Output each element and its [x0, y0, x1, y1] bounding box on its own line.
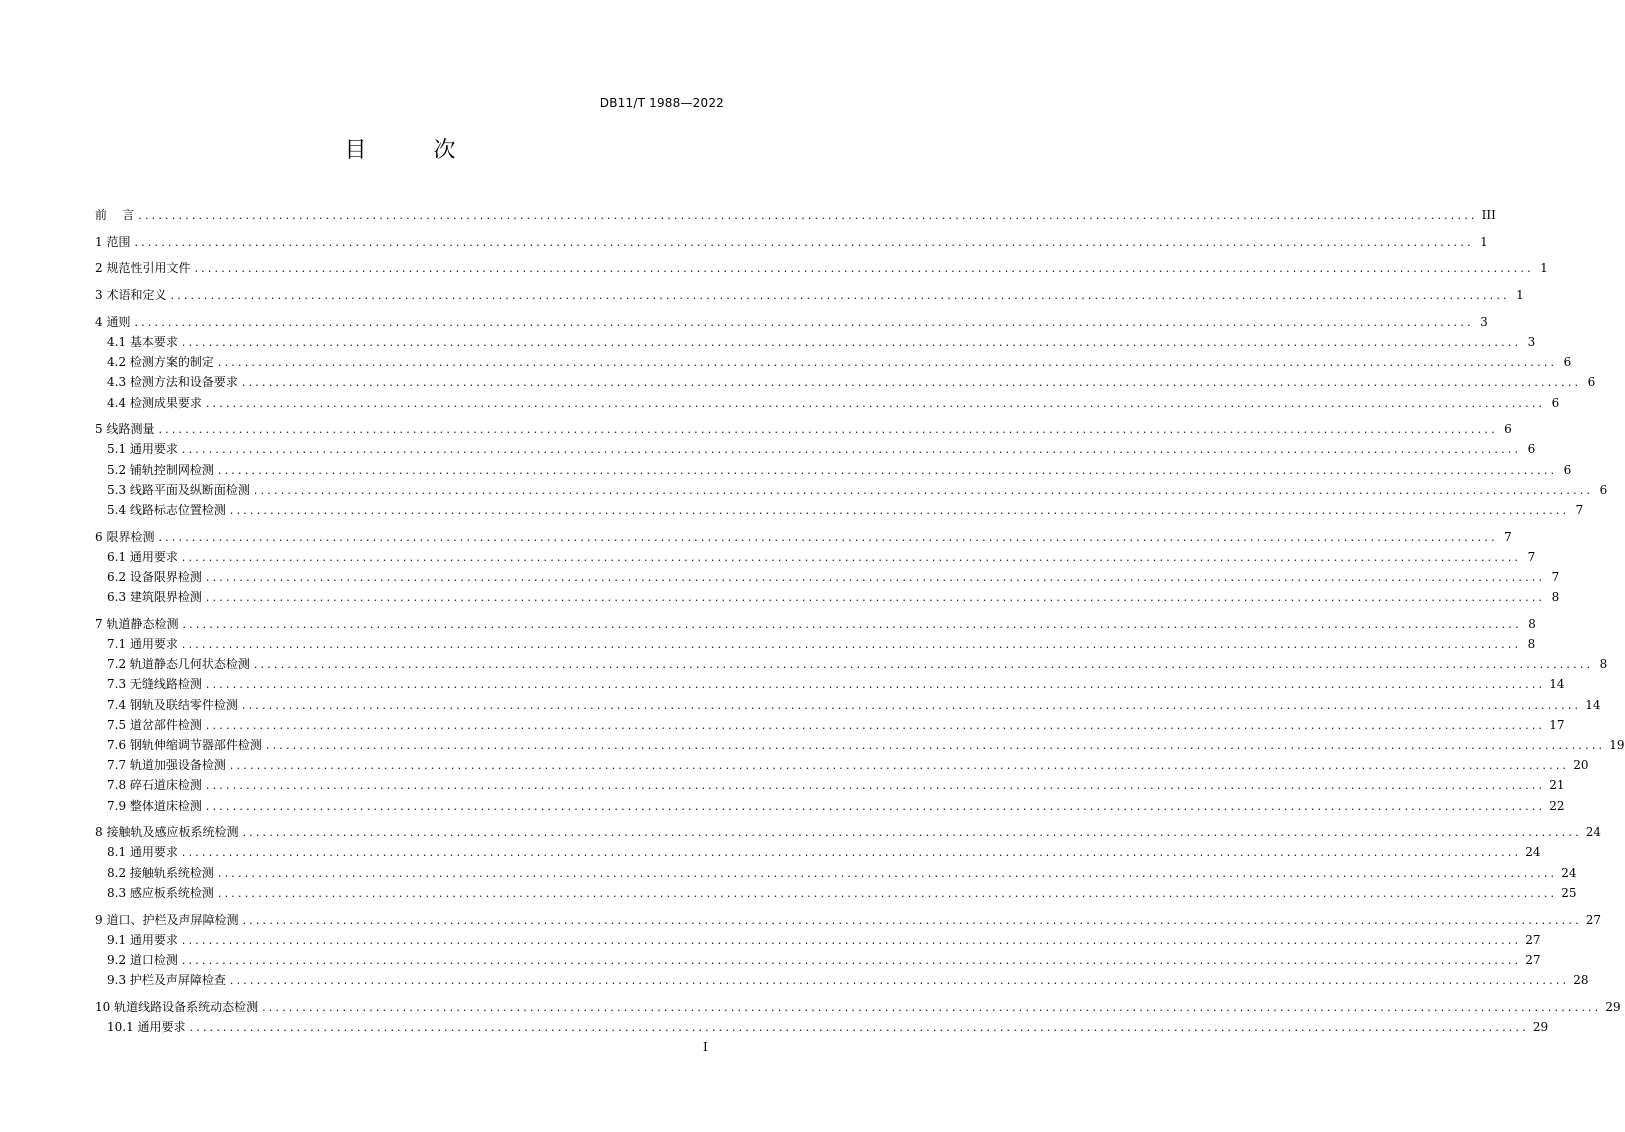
toc-dot-leader: ........................................................................................................................................................................................................: [217, 463, 1558, 477]
toc-entry[interactable]: [95, 674, 1565, 694]
toc-entry[interactable]: [95, 587, 1560, 607]
toc-entry[interactable]: [95, 910, 1602, 930]
toc-entry-page: 17: [1549, 717, 1565, 732]
toc-entry-label: 5.4 线路标志位置检测: [107, 502, 226, 517]
toc-dot-leader: ........................................................................................................................................................................................................: [205, 678, 1546, 692]
toc-dot-leader: ........................................................................................................................................................................................................: [205, 718, 1546, 732]
toc-dot-leader: ........................................................................................................................................................................................................: [205, 571, 1546, 584]
toc-dot-leader: ........................................................................................................................................................................................................: [205, 591, 1546, 605]
toc-entry-page: 7: [1575, 502, 1584, 517]
toc-entry-page: 6: [1599, 482, 1608, 497]
toc-entry-page: 21: [1549, 778, 1565, 793]
toc-entry[interactable]: [95, 654, 1608, 674]
toc-entry-label: 9.3 护栏及声屏障检查: [107, 973, 226, 988]
toc-entry[interactable]: [95, 480, 1608, 500]
toc-dot-leader: ........................................................................................................................................................................................................: [262, 1000, 1602, 1014]
toc-entry[interactable]: [95, 997, 1621, 1017]
toc-entry[interactable]: [95, 527, 1512, 547]
toc-entry-page: 20: [1573, 758, 1589, 773]
toc-dot-leader: ........................................................................................................................................................................................................: [181, 846, 1522, 860]
toc-entry-page: 6: [1587, 375, 1596, 390]
toc-entry-page: 8: [1551, 590, 1560, 605]
page-title: 目 次: [344, 138, 486, 163]
toc-entry-label: 7.3 无缝线路检测: [107, 677, 202, 692]
toc-dot-leader: ........................................................................................................................................................................................................: [182, 617, 1522, 631]
toc-dot-leader: ........................................................................................................................................................................................................: [170, 289, 1510, 303]
toc-dot-leader: ........................................................................................................................................................................................................: [205, 779, 1546, 793]
toc-entry-page: 29: [1605, 999, 1621, 1014]
toc-entry-label: 前 言: [95, 208, 135, 222]
toc-entry-page: 7: [1551, 570, 1560, 584]
toc-entry-page: 25: [1561, 885, 1577, 900]
toc-dot-leader: ........................................................................................................................................................................................................: [158, 530, 1498, 544]
toc-dot-leader: ........................................................................................................................................................................................................: [134, 235, 1474, 249]
toc-entry-label: 6.1 通用要求: [107, 549, 178, 564]
toc-entry[interactable]: [95, 950, 1541, 970]
toc-entry-page: 27: [1525, 952, 1541, 967]
toc-dot-leader: ........................................................................................................................................................................................................: [134, 315, 1474, 329]
toc-entry-label: 10 轨道线路设备系统动态检测: [95, 999, 259, 1014]
toc-dot-leader: ........................................................................................................................................................................................................: [181, 550, 1522, 564]
toc-entry[interactable]: [95, 372, 1596, 392]
toc-entry-page: 7: [1527, 549, 1536, 564]
toc-entry-label: 7.4 钢轨及联结零件检测: [107, 697, 238, 712]
toc-entry-label: 7.5 道岔部件检测: [107, 717, 202, 732]
toc-dot-leader: ........................................................................................................................................................................................................: [194, 262, 1534, 276]
toc-entry-label: 8.3 感应板系统检测: [107, 885, 214, 900]
toc-entry-page: 6: [1563, 462, 1572, 477]
toc-entry[interactable]: [95, 735, 1625, 755]
toc-entry-page: 6: [1527, 442, 1536, 457]
toc-dot-leader: ........................................................................................................................................................................................................: [241, 698, 1582, 712]
toc-entry-page: 7: [1504, 529, 1512, 544]
toc-entry[interactable]: [95, 205, 1496, 225]
toc-entry[interactable]: [95, 285, 1524, 305]
toc-entry-page: III: [1481, 208, 1496, 222]
toc-entry[interactable]: [95, 332, 1536, 352]
toc-entry[interactable]: [95, 232, 1488, 252]
toc-entry-label: 7.7 轨道加强设备检测: [107, 758, 226, 773]
toc-entry-label: 8.1 通用要求: [107, 845, 178, 860]
toc-entry-label: 7.8 碎石道床检测: [107, 778, 202, 793]
toc-entry-label: 4.1 基本要求: [107, 334, 178, 349]
toc-dot-leader: ........................................................................................................................................................................................................: [242, 913, 1582, 927]
toc-entry[interactable]: [95, 258, 1548, 278]
toc-entry-page: 24: [1585, 825, 1602, 840]
toc-dot-leader: ........................................................................................................................................................................................................: [253, 658, 1594, 672]
toc-dot-leader: ........................................................................................................................................................................................................: [181, 638, 1522, 652]
toc-entry-label: 4.2 检测方案的制定: [107, 355, 214, 370]
toc-entry-label: 8.2 接触轨系统检测: [107, 865, 214, 880]
toc-entry-page: 24: [1561, 865, 1577, 880]
toc-entry-label: 3 术语和定义: [95, 288, 167, 303]
toc-dot-leader: ........................................................................................................................................................................................................: [158, 423, 1498, 437]
toc-entry[interactable]: [95, 547, 1536, 567]
toc-entry-label: 1 范围: [95, 234, 131, 249]
toc-entry-label: 9.1 通用要求: [107, 932, 178, 947]
toc-dot-leader: ........................................................................................................................................................................................................: [205, 799, 1546, 813]
toc-dot-leader: ........................................................................................................................................................................................................: [217, 886, 1558, 900]
toc-dot-leader: ........................................................................................................................................................................................................: [229, 759, 1570, 773]
toc-entry-label: 9 道口、护栏及声屏障检测: [95, 912, 239, 927]
toc-dot-leader: ........................................................................................................................................................................................................: [242, 826, 1582, 840]
toc-dot-leader: ........................................................................................................................................................................................................: [229, 503, 1570, 517]
toc-entry[interactable]: [95, 775, 1565, 795]
toc-entry[interactable]: [95, 695, 1601, 715]
toc-entry-label: 9.2 道口检测: [107, 952, 178, 967]
toc-entry[interactable]: [95, 715, 1565, 735]
toc-entry[interactable]: [95, 842, 1541, 862]
toc-entry-page: 1: [1516, 288, 1524, 303]
toc-entry-label: 8 接触轨及感应板系统检测: [95, 825, 239, 840]
toc-entry[interactable]: [95, 312, 1488, 332]
toc-entry[interactable]: [95, 500, 1584, 520]
toc-entry-page: 22: [1549, 798, 1565, 813]
toc-entry-page: 27: [1585, 912, 1602, 927]
toc-entry-label: 5.2 铺轨控制网检测: [107, 462, 214, 477]
toc-dot-leader: ........................................................................................................................................................................................................: [138, 209, 1478, 222]
toc-entry-label: 5.3 线路平面及纵断面检测: [107, 482, 250, 497]
toc-dot-leader: ........................................................................................................................................................................................................: [181, 933, 1522, 947]
toc-dot-leader: ........................................................................................................................................................................................................: [241, 376, 1582, 390]
toc-entry-page: 1: [1540, 261, 1548, 276]
toc-entry[interactable]: [95, 796, 1565, 816]
toc-entry-page: 29: [1532, 1019, 1549, 1034]
toc-entry-page: 1: [1480, 234, 1488, 249]
toc-entry-page: 8: [1527, 637, 1536, 652]
toc-dot-leader: ........................................................................................................................................................................................................: [265, 739, 1606, 752]
toc-dot-leader: ........................................................................................................................................................................................................: [181, 443, 1522, 457]
toc-entry-page: 8: [1599, 657, 1608, 672]
toc-entry[interactable]: [95, 419, 1512, 439]
toc-entry-page: 24: [1525, 845, 1541, 860]
toc-entry[interactable]: [95, 567, 1560, 587]
toc-entry-label: 4.4 检测成果要求: [107, 395, 202, 410]
toc-entry-label: 6.2 设备限界检测: [107, 570, 202, 584]
toc-dot-leader: ........................................................................................................................................................................................................: [217, 356, 1558, 370]
toc-entry[interactable]: [95, 460, 1572, 480]
toc-entry[interactable]: [95, 1017, 1549, 1037]
toc-entry[interactable]: [95, 822, 1602, 842]
toc-entry-label: 5.1 通用要求: [107, 442, 178, 457]
toc-entry[interactable]: [95, 883, 1577, 903]
toc-dot-leader: ........................................................................................................................................................................................................: [229, 974, 1570, 988]
toc-entry-page: 14: [1585, 697, 1601, 712]
toc-entry[interactable]: [95, 755, 1589, 775]
toc-entry-page: 28: [1573, 973, 1589, 988]
toc-entry-page: 6: [1563, 355, 1572, 370]
toc-entry[interactable]: [95, 614, 1536, 634]
toc-entry[interactable]: [95, 634, 1536, 654]
toc-entry[interactable]: [95, 970, 1589, 990]
toc-entry-label: 7.9 整体道床检测: [107, 798, 202, 813]
toc-entry-label: 10.1 通用要求: [107, 1019, 186, 1034]
toc-entry-page: 6: [1504, 422, 1512, 437]
page-number: I: [703, 1040, 708, 1054]
toc-dot-leader: ........................................................................................................................................................................................................: [181, 953, 1522, 967]
toc-entry-page: 27: [1525, 932, 1541, 947]
toc-entry-label: 5 线路测量: [95, 422, 155, 437]
toc-dot-leader: ........................................................................................................................................................................................................: [189, 1020, 1529, 1034]
toc-entry-label: 4 通则: [95, 314, 131, 329]
toc-dot-leader: ........................................................................................................................................................................................................: [205, 396, 1546, 410]
toc-entry-label: 6 限界检测: [95, 529, 155, 544]
toc-entry-page: 8: [1528, 616, 1536, 631]
toc-dot-leader: ........................................................................................................................................................................................................: [217, 866, 1558, 880]
toc-entry[interactable]: [95, 439, 1536, 459]
toc-dot-leader: ........................................................................................................................................................................................................: [181, 335, 1522, 349]
toc-entry-label: 7.2 轨道静态几何状态检测: [107, 657, 250, 672]
toc-entry-page: 6: [1551, 395, 1560, 410]
toc-entry-page: 3: [1527, 334, 1536, 349]
toc-entry[interactable]: [95, 393, 1560, 413]
table-of-contents: [95, 205, 1625, 1037]
toc-entry-page: 19: [1609, 738, 1625, 752]
toc-entry-label: 7.6 钢轨伸缩调节器部件检测: [107, 738, 262, 752]
toc-entry-label: 4.3 检测方法和设备要求: [107, 375, 238, 390]
toc-entry[interactable]: [95, 930, 1541, 950]
toc-entry[interactable]: [95, 863, 1577, 883]
toc-entry-page: 3: [1480, 314, 1488, 329]
toc-entry-label: 7.1 通用要求: [107, 637, 178, 652]
toc-dot-leader: ........................................................................................................................................................................................................: [253, 483, 1594, 497]
toc-entry-label: 2 规范性引用文件: [95, 261, 191, 276]
document-id: DB11/T 1988—2022: [599, 96, 724, 110]
toc-entry-page: 14: [1549, 677, 1565, 692]
toc-entry-label: 6.3 建筑限界检测: [107, 590, 202, 605]
toc-entry[interactable]: [95, 352, 1572, 372]
toc-entry-label: 7 轨道静态检测: [95, 616, 179, 631]
